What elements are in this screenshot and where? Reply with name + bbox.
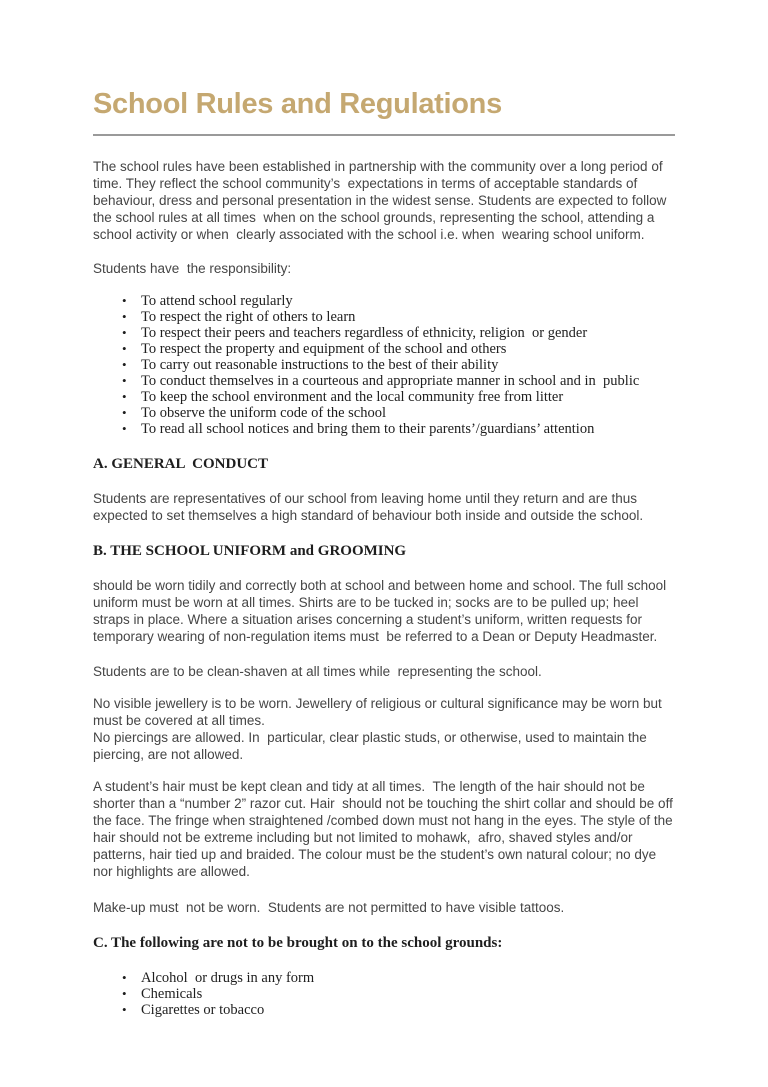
makeup-paragraph: Make-up must not be worn. Students are not permitted to have visible tattoos. [93,900,565,916]
jewellery-block [93,695,675,763]
list-item: • To attend school regularly [93,293,675,309]
section-b-heading: B. THE SCHOOL UNIFORM and GROOMING [93,543,407,560]
hair-paragraph: A student’s hair must be kept clean and tidy at all times. The length of the hair should not be shorter than a “number 2” razor cut. Hair should not be touching the shirt collar and should be off the face. The fringe when straightened /combed down must not hang in the eyes. The style of the hair should not be extreme including but not limited to mohawk, afro, shaved styles and/or patterns, hair tied up and braided. The colour must be the student’s own natural colour; no dye nor highlights are allowed. [93,779,677,880]
list-item: • Alcohol or drugs in any form [93,970,675,986]
responsibility-list [93,293,675,437]
list-item: • To respect the property and equipment of the school and others [93,341,675,357]
title-divider [93,134,675,136]
list-item: • Chemicals [93,986,675,1002]
list-item: • To observe the uniform code of the school [93,405,675,421]
piercings-paragraph: No piercings are allowed. In particular, clear plastic studs, or otherwise, used to maintain the piercing, are not allowed. [93,730,651,763]
responsibility-intro: Students have the responsibility: [93,261,292,277]
list-item: • To respect the right of others to learn [93,309,675,325]
list-item: • To respect their peers and teachers regardless of ethnicity, religion or gender [93,325,675,341]
section-c-heading: C. The following are not to be brought on to the school grounds: [93,935,503,952]
prohibited-items-list [93,970,675,1018]
list-item: • To read all school notices and bring them to their parents’/guardians’ attention [93,421,675,437]
section-a-paragraph: Students are representatives of our school from leaving home until they return and are thus expected to set themselves a high standard of behaviour both inside and outside the school. [93,491,644,524]
uniform-paragraph: should be worn tidily and correctly both at school and between home and school. The full school uniform must be worn at all times. Shirts are to be tucked in; socks are to be pulled up; heel straps in place. Where a situation arises concerning a student’s uniform, written requests for temporary wearing of non-regulation items must be referred to a Dean or Deputy Headmaster. [93,578,670,645]
intro-paragraph: The school rules have been established in partnership with the community over a long period of time. They reflect the school community’s expectations in terms of acceptable standards of behaviour, dress and personal presentation in the widest sense. Students are expected to follow the school rules at all times when on the school grounds, representing the school, attending a school activity or when clearly associated with the school i.e. when wearing school uniform. [93,159,671,243]
jewellery-paragraph: No visible jewellery is to be worn. Jewellery of religious or cultural significance may be worn but must be covered at all times. [93,696,666,729]
list-item: • To conduct themselves in a courteous and appropriate manner in school and in public [93,373,675,389]
list-item: • To keep the school environment and the local community free from litter [93,389,675,405]
section-a-heading: A. GENERAL CONDUCT [93,456,269,473]
list-item: • To carry out reasonable instructions to the best of their ability [93,357,675,373]
clean-shaven-paragraph: Students are to be clean-shaven at all times while representing the school. [93,664,542,680]
list-item: • Cigarettes or tobacco [93,1002,675,1018]
page-title: School Rules and Regulations [93,88,502,120]
